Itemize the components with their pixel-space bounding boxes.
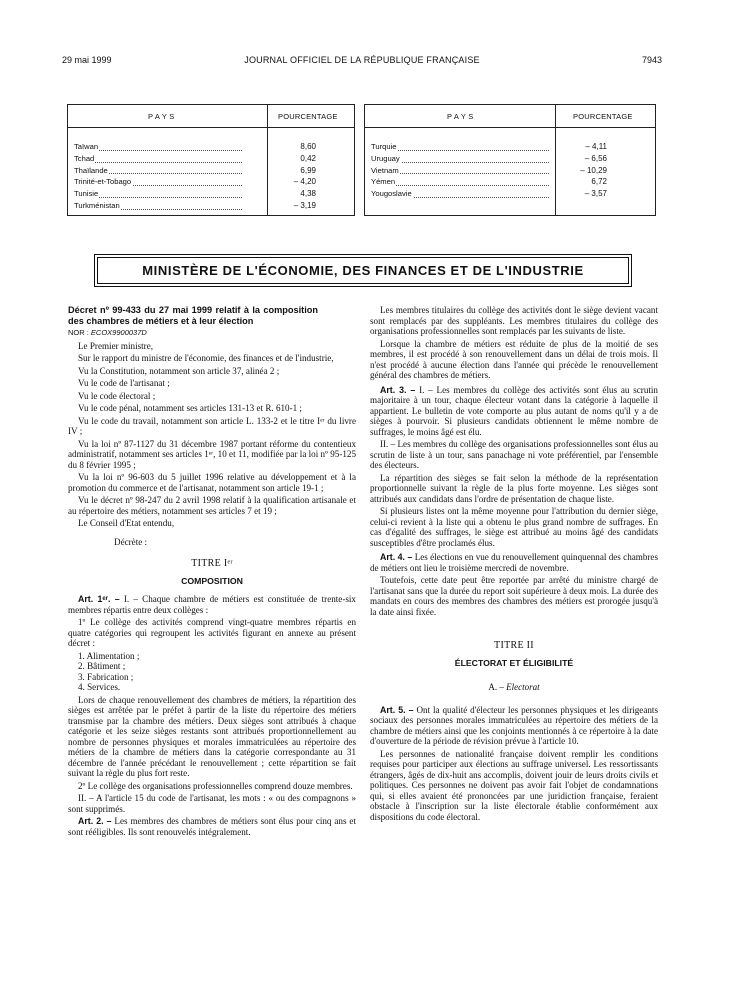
paragraph: Les personnes de nationalité française doivent remplir les conditions requises pour participer aux élections au suffrage universel. Les ressortissants étrangers, âgés de dix-huit ans accomplis, doivent jouir de leurs droits civils et politiques. Ces personnes ne doivent pas avoir fait l'objet de condamnations qui, si elles avaient été prononcées par une juridiction française, feraient obstacle à l'inscription sur la liste électorale établie conformément aux dispositions du code électoral. [370, 748, 658, 822]
nor-reference: NOR : ECOX9900037D [68, 328, 147, 337]
decret-title: Décret nº 99-433 du 27 mai 1999 relatif à la composition des chambres de métiers et à leur élection [68, 305, 318, 326]
table-row: Vietnam – 10,29 [371, 165, 607, 175]
titre-1: TITRE Iᵉʳ [191, 558, 233, 569]
list-item: 1. Alimentation ; [78, 650, 140, 661]
paragraph: 1º Le collège des activités comprend vingt-quatre membres répartis en quatre catégories qui regroupent les activités figurant en annexe au présent décret : [68, 617, 356, 648]
right-column [370, 305, 658, 824]
table-row: Taïwan 8,60 [74, 142, 316, 151]
table-row: Thaïlande 6,99 [74, 165, 316, 175]
paragraph: Vu le décret nº 98-247 du 2 avril 1998 relatif à la qualification artisanale et au répertoire des métiers, notamment ses articles 7 et 19 ; [68, 495, 356, 516]
table-row: Turkménistan – 3,19 [74, 200, 316, 210]
paragraph: Si plusieurs listes ont la même moyenne pour l'attribution du dernier siège, celui-ci revient à la liste qui a obtenu le plus grand nombre de suffrages. En cas d'égalité des suffrages, le siège est attribué au moins âgé des candidats susceptibles d'être proclamés élus. [370, 506, 658, 548]
decrete: Décrète : [114, 536, 148, 547]
table-row: Tunisie 4,38 [74, 189, 316, 199]
paragraph: Le Premier ministre, [78, 340, 154, 351]
table-row: Uruguay – 6,56 [371, 153, 607, 163]
paragraph: Vu la loi nº 87-1127 du 31 décembre 1987 portant réforme du contentieux administratif, notamment ses articles 1ᵉʳ, 10 et 11, modifiée par la loi nº 95-125 du 8 février 1995 ; [68, 438, 356, 470]
paragraph: La répartition des sièges se fait selon la méthode de la représentation proportionnelle suivant la règle de la plus forte moyenne. Les sièges sont attribués aux candidats dans l'ordre de présentation de chaque liste. [370, 472, 658, 504]
ministry-banner: MINISTÈRE DE L'ÉCONOMIE, DES FINANCES ET DE L'INDUSTRIE [97, 257, 629, 284]
list-item: 2. Bâtiment ; [78, 661, 126, 671]
header-date: 29 mai 1999 [62, 55, 112, 65]
list-item: 4. Services. [78, 682, 121, 692]
page-header [62, 55, 662, 69]
table-row: Yougoslavie – 3,57 [371, 189, 607, 199]
paragraph: Lorsque la chambre de métiers est réduite de plus de la moitié de ses membres, il est procédé à son renouvellement dans un délai de trois mois. Il n'est procédé à aucune élection dans l'année qui précède le renouvellement général des chambres de métiers. [370, 338, 658, 380]
paragraph: Vu le code de l'artisanat ; [78, 378, 170, 388]
paragraph: Toutefois, cette date peut être reportée par arrêté du ministre chargé de l'artisanat sans que la durée du report soit supérieure à deux mois. La durée des mandats en cours des membres des chambres des métiers est prorogée jusqu'à la date ainsi fixée. [370, 575, 658, 617]
article-5: Art. 5. – Ont la qualité d'électeur les personnes physiques et les dirigeants sociaux des personnes morales immatriculées au répertoire des métiers de la chambre de métiers ainsi que les conjoints mentionnés à ce répertoire à la date d'ouverture de la période de révision prévue à l'article 10. [370, 704, 658, 746]
paragraph: Vu le code électoral ; [78, 390, 156, 401]
page-number: 7943 [641, 55, 662, 65]
table-row: Yémen 6,72 [371, 177, 607, 187]
paragraph: Vu le code pénal, notamment ses articles 131-13 et R. 610-1 ; [78, 403, 302, 413]
country-table-left [67, 104, 355, 216]
table-row: Trinité-et-Tobago – 4,20 [74, 177, 316, 187]
list-item: 3. Fabrication ; [78, 671, 134, 682]
nor-code: ECOX9900037D [90, 328, 147, 337]
article-2: Art. 2. – Les membres des chambres de métiers sont élus pour cinq ans et sont rééligibles. Ils sont renouvelés intégralement. [68, 816, 356, 837]
article-3: Art. 3. – I. – Les membres du collège des activités sont élus au scrutin majoritaire à un tour, chaque électeur votant dans la catégorie à laquelle il appartient. Le bulletin de vote comporte au plus autant de noms qu'il y a de sièges à pourvoir. Si plusieurs candidats obtiennent le même nombre de suffrages, le moins âgé est élu. [370, 384, 658, 437]
col-header-pourcentage: POURCENTAGE [278, 112, 338, 121]
table-row: Turquie – 4,11 [371, 142, 607, 151]
paragraph: Sur le rapport du ministre de l'économie, des finances et de l'industrie, [78, 353, 334, 363]
col-header-pays: P A Y S [148, 112, 175, 121]
paragraph: Le Conseil d'Etat entendu, [78, 518, 175, 528]
paragraph: Vu la loi nº 96-603 du 5 juillet 1996 relative au développement et à la promotion du commerce et de l'artisanat, notamment son article 19-1 ; [68, 472, 356, 493]
left-column [68, 305, 356, 839]
paragraph: II. – A l'article 15 du code de l'artisanat, les mots : « ou des compagnons » sont supprimés. [68, 793, 356, 814]
journal-title: JOURNAL OFFICIEL DE LA RÉPUBLIQUE FRANÇAISE [244, 55, 480, 65]
composition-heading: COMPOSITION [181, 575, 243, 586]
paragraph: II. – Les membres du collège des organisations professionnelles sont élus au scrutin de liste à un tour, sans panachage ni vote préférentiel, par l'ensemble des électeurs. [370, 439, 658, 470]
titre-2: TITRE II [494, 640, 534, 651]
electorat-heading: ÉLECTORAT ET ÉLIGIBILITÉ [454, 657, 574, 668]
paragraph: Lors de chaque renouvellement des chambres de métiers, la répartition des sièges est arrêtée par le préfet à partir de la liste du répertoire des métiers transmise par la chambre des métiers. Deux sièges sont attribués à chaque catégorie et les seize sièges restants sont attribués proportionnellement au nombre de personnes physiques et morales immatriculées au répertoire des métiers de la chambre de métiers dans la catégorie correspondante au 31 décembre de l'année précédant le renouvellement ; cette répartition se fait suivant la règle du plus fort reste. [68, 694, 356, 778]
article-1: Art. 1ᵉʳ. – I. – Chaque chambre de métiers est constituée de trente-six membres répartis entre deux collèges : [68, 594, 356, 615]
paragraph: Les membres titulaires du collège des activités dont le siège devient vacant sont remplacés par des suppléants. Les membres titulaires du collège des organisations professionnelles sont remplacés par les suivants de liste. [370, 305, 658, 336]
paragraph: Vu le code du travail, notamment son article L. 133-2 et le titre Iᵉʳ du livre IV ; [68, 415, 356, 436]
paragraph: 2º Le collège des organisations professionnelles comprend douze membres. [78, 780, 353, 791]
paragraph: Vu la Constitution, notamment son article 37, alinéa 2 ; [78, 365, 280, 376]
country-table-right [364, 104, 656, 216]
article-4: Art. 4. – Les élections en vue du renouvellement quinquennal des chambres de métiers ont lieu le troisième mercredi de novembre. [370, 552, 658, 573]
section-a-heading: A. – Electorat [488, 682, 540, 692]
col-header-pays: P A Y S [447, 112, 474, 121]
col-header-pourcentage: POURCENTAGE [573, 112, 633, 121]
table-row: Tchad 0,42 [74, 153, 316, 163]
